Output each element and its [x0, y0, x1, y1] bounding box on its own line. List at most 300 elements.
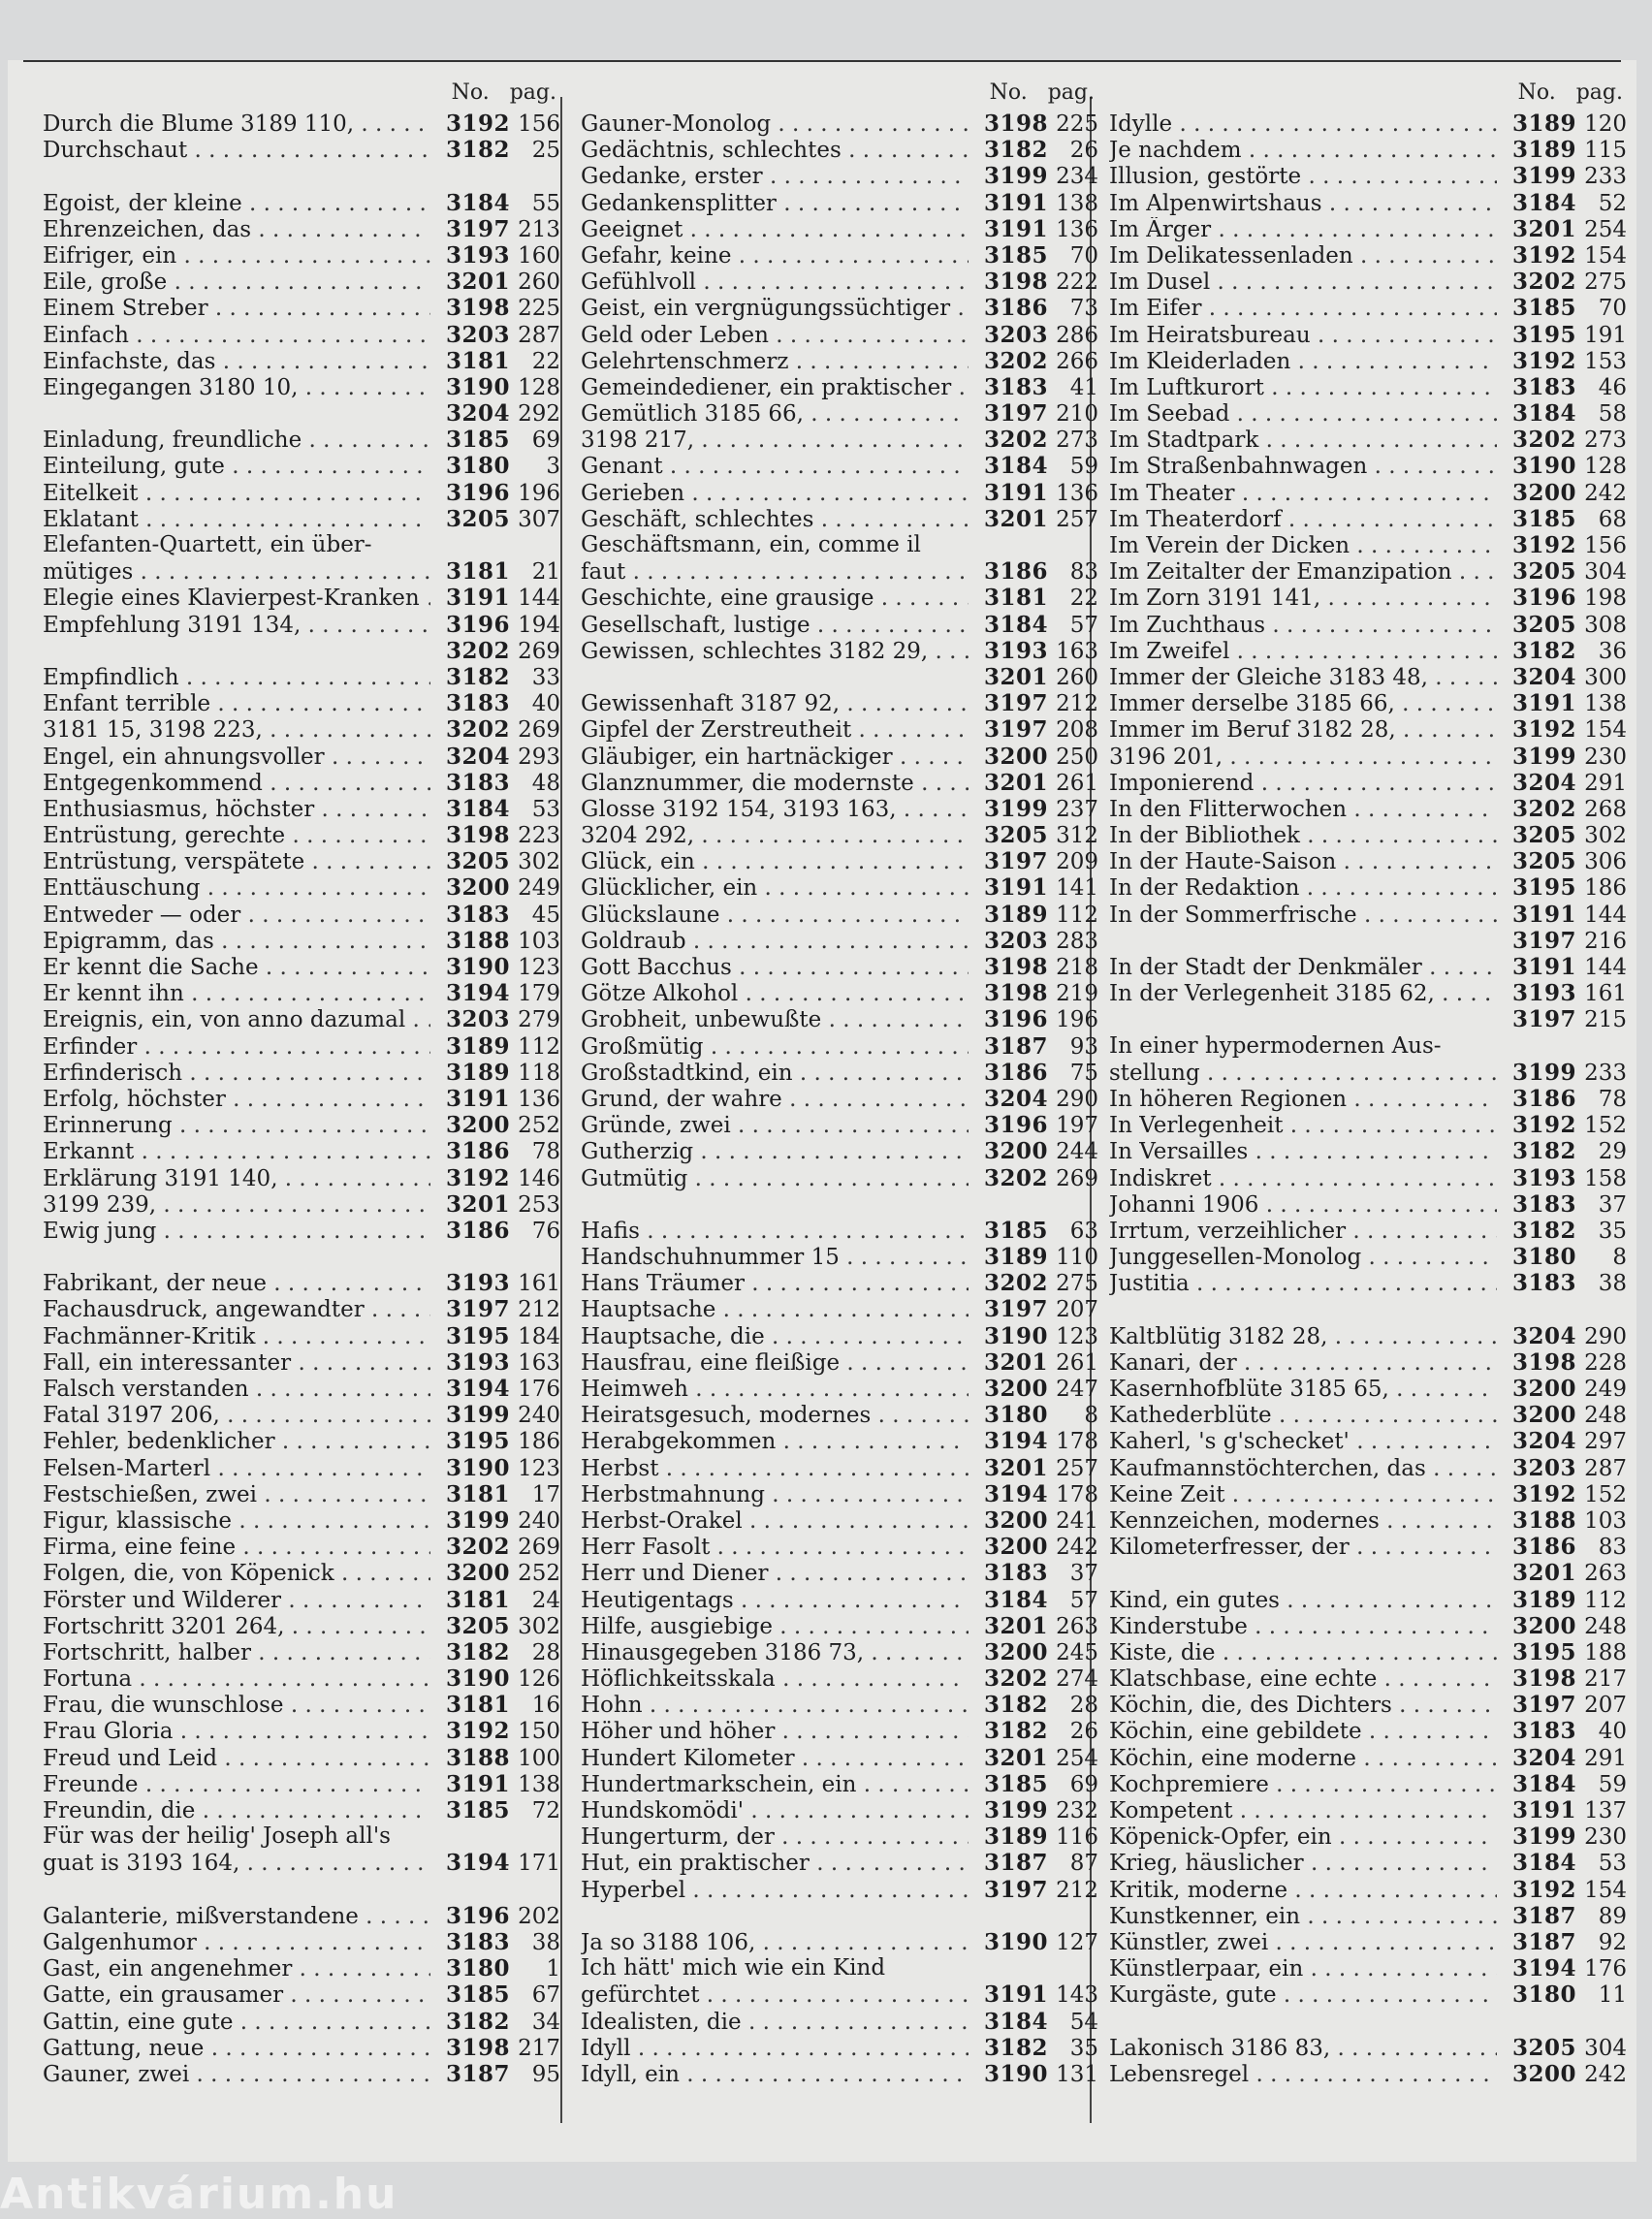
entry-title: Erkannt . . .	[43, 1139, 430, 1164]
entry-number: 3186	[445, 1138, 510, 1165]
index-entry	[43, 2061, 566, 2087]
index-entry	[581, 1349, 1104, 1376]
entry-title: Eklatant . . .	[43, 507, 430, 532]
index-entry	[581, 1823, 1104, 1850]
index-entry	[1109, 1507, 1633, 1534]
entry-page: 217	[518, 2035, 560, 2061]
entry-title: Im Eifer . . .	[1109, 296, 1497, 321]
entry-page: 249	[1584, 1377, 1627, 1402]
index-entry	[581, 2009, 1104, 2035]
entry-title: Herr und Diener . . .	[581, 1561, 969, 1586]
entry-title: Gedankensplitter . . .	[581, 191, 969, 216]
entry-title: 3196 201, . . .	[1109, 745, 1497, 770]
index-entry	[43, 216, 566, 242]
entry-page: 216	[1584, 928, 1627, 954]
entry-page: 144	[1584, 955, 1627, 980]
section-gap	[43, 1877, 566, 1903]
entry-number: 3202	[983, 1164, 1048, 1191]
entry-page: 179	[518, 981, 560, 1007]
index-entry	[581, 348, 1104, 374]
entry-number: 3191	[983, 189, 1048, 216]
entry-number: 3204	[1511, 1322, 1576, 1349]
entry-number: 3201	[1511, 215, 1576, 242]
entry-title: Hausfrau, eine fleißige . . .	[581, 1350, 969, 1376]
entry-title: Gemeindediener, ein praktischer . . .	[581, 375, 969, 400]
entry-number: 3182	[445, 1638, 510, 1665]
entry-title: Kunstkenner, ein . . .	[1109, 1904, 1497, 1929]
entry-title: Firma, eine feine . . .	[43, 1535, 430, 1560]
index-entry	[581, 770, 1104, 796]
index-entry	[581, 1771, 1104, 1797]
entry-number: 3205	[1511, 2034, 1576, 2061]
index-entry	[43, 2009, 566, 2035]
entry-title: Gipfel der Zerstreutheit . . .	[581, 717, 969, 743]
index-entry	[43, 1771, 566, 1797]
index-entry	[581, 1929, 1104, 1955]
entry-page: 302	[518, 1613, 560, 1639]
entry-page: 290	[1056, 1086, 1098, 1112]
entry-number: 3189	[1511, 111, 1576, 137]
entry-page: 103	[518, 928, 560, 954]
index-entry	[1109, 295, 1633, 321]
entry-title: Gerieben . . .	[581, 481, 969, 506]
entry-number: 3200	[983, 743, 1048, 770]
index-entry	[43, 1850, 566, 1876]
index-entry	[43, 1481, 566, 1507]
entry-number: 3200	[445, 1560, 510, 1587]
entry-title: Geeignet . . .	[581, 217, 969, 242]
index-entry	[581, 1060, 1104, 1086]
entry-page: 291	[1584, 1745, 1627, 1771]
index-entry	[1109, 1850, 1633, 1876]
entry-number: 3196	[445, 611, 510, 638]
entry-page: 138	[1584, 691, 1627, 717]
index-entry	[1109, 1402, 1633, 1428]
entry-page: 57	[1069, 1587, 1098, 1613]
index-entry	[43, 1349, 566, 1376]
pag-label: pag.	[1047, 80, 1095, 105]
entry-title: Eifriger, ein . . .	[43, 243, 430, 269]
index-entry	[1109, 453, 1633, 479]
index-entry	[1109, 928, 1633, 954]
index-entry	[1109, 1929, 1633, 1955]
entry-title: Kilometerfresser, der . . .	[1109, 1535, 1497, 1560]
entry-page: 152	[1584, 1113, 1627, 1139]
entry-number: 3191	[445, 585, 510, 612]
entry-title: Eingegangen 3180 10, . . .	[43, 375, 430, 400]
entry-title: Folgen, die, von Köpenick . . .	[43, 1561, 430, 1586]
index-entry	[1109, 874, 1633, 901]
entry-title: Gelehrtenschmerz . . .	[581, 349, 969, 374]
entry-title: mütiges . . .	[43, 559, 430, 585]
entry-title: Erklärung 3191 140, . . .	[43, 1166, 430, 1191]
entry-number: 3183	[445, 901, 510, 928]
index-entry	[1109, 1639, 1633, 1665]
index-entry	[581, 1587, 1104, 1613]
entry-title: stellung . . .	[1109, 1061, 1497, 1086]
entry-number: 3195	[1511, 874, 1576, 902]
index-entry	[1109, 322, 1633, 348]
entry-title: Gutherzig . . .	[581, 1139, 969, 1164]
index-entry	[1109, 1613, 1633, 1639]
entry-page: 273	[1584, 428, 1627, 454]
index-entry	[43, 1033, 566, 1060]
entry-number: 3186	[445, 1217, 510, 1244]
entry-page: 68	[1598, 506, 1627, 532]
entry-number: 3199	[983, 163, 1048, 190]
index-entry	[581, 1981, 1104, 2008]
index-entry	[581, 1376, 1104, 1402]
index-entry	[1109, 1138, 1633, 1164]
entry-title: Einladung, freundliche . . .	[43, 428, 430, 453]
index-entry	[43, 2035, 566, 2061]
index-entry	[581, 980, 1104, 1006]
index-entry	[581, 690, 1104, 716]
entry-page: 196	[1056, 1007, 1098, 1033]
entry-page: 45	[531, 902, 560, 928]
entry-title: Im Zuchthaus . . .	[1109, 613, 1497, 638]
entry-number: 3199	[1511, 1823, 1576, 1851]
entry-number: 3202	[983, 347, 1048, 374]
column-header	[581, 76, 1104, 111]
entry-page: 126	[518, 1666, 560, 1693]
entry-number: 3183	[445, 769, 510, 796]
index-entry	[581, 1270, 1104, 1296]
entry-number: 3198	[445, 822, 510, 849]
entry-page: 269	[518, 1535, 560, 1561]
index-entry	[1109, 1771, 1633, 1797]
entry-page: 222	[1056, 269, 1098, 296]
entry-number: 3195	[1511, 321, 1576, 348]
entry-page: 304	[1584, 559, 1627, 586]
entry-number: 3191	[1511, 954, 1576, 980]
index-entry	[581, 1797, 1104, 1823]
entry-title: Gewissenhaft 3187 92, . . .	[581, 691, 969, 716]
entry-page: 127	[1056, 1929, 1098, 1955]
entry-page: 156	[518, 111, 560, 137]
entry-number: 3189	[983, 1823, 1048, 1851]
index-entry	[1109, 1191, 1633, 1218]
entry-number: 3193	[445, 1270, 510, 1297]
index-entry	[43, 1745, 566, 1771]
entry-page: 123	[1056, 1323, 1098, 1349]
entry-page: 184	[518, 1323, 560, 1349]
entry-number: 3201	[983, 1348, 1048, 1376]
entry-number: 3202	[983, 1270, 1048, 1297]
index-entry	[1109, 1692, 1633, 1718]
entry-title: Herbstmahnung . . .	[581, 1482, 969, 1507]
entry-page: 212	[518, 1297, 560, 1323]
entry-title: Lakonisch 3186 83, . . .	[1109, 2036, 1497, 2061]
entry-page: 83	[1598, 1535, 1627, 1561]
entry-title: Großmütig . . .	[581, 1034, 969, 1060]
entry-number: 3183	[1511, 373, 1576, 400]
entry-page: 283	[1056, 928, 1098, 954]
index-entry	[581, 664, 1104, 690]
entry-number: 3184	[983, 611, 1048, 638]
index-entry	[581, 1006, 1104, 1032]
index-entry	[43, 1138, 566, 1164]
entry-title: Keine Zeit . . .	[1109, 1482, 1497, 1507]
entry-number: 3205	[445, 1612, 510, 1639]
index-entry	[581, 1428, 1104, 1454]
entry-number: 3182	[983, 137, 1048, 164]
index-entry	[581, 796, 1104, 822]
entry-page: 217	[1584, 1666, 1627, 1693]
entry-title: Hundert Kilometer . . .	[581, 1746, 969, 1771]
index-entry	[43, 480, 566, 506]
entry-title: Hundskomödi' . . .	[581, 1798, 969, 1823]
entry-number: 3197	[1511, 1692, 1576, 1719]
entry-number: 3189	[1511, 1586, 1576, 1613]
entry-number: 3200	[445, 874, 510, 902]
index-entry	[1109, 980, 1633, 1006]
index-entry	[43, 848, 566, 874]
entry-number: 3182	[445, 137, 510, 164]
entry-title: Immer der Gleiche 3183 48, . . .	[1109, 665, 1497, 690]
entry-page: 55	[531, 190, 560, 216]
index-entry	[581, 1296, 1104, 1322]
entry-title: Hauptsache . . .	[581, 1297, 969, 1322]
entry-number: 3198	[983, 954, 1048, 980]
index-entry	[1109, 1718, 1633, 1744]
entry-page: 241	[1056, 1507, 1098, 1534]
index-entry	[1109, 480, 1633, 506]
entry-page: 35	[1069, 2035, 1098, 2061]
index-entry	[581, 954, 1104, 980]
entry-number: 3204	[1511, 1744, 1576, 1771]
entry-page: 207	[1584, 1693, 1627, 1719]
entry-page: 28	[1069, 1693, 1098, 1719]
entry-page: 38	[531, 1929, 560, 1955]
entry-number: 3201	[983, 663, 1048, 690]
entry-title: Idealisten, die . . .	[581, 2010, 969, 2035]
entry-title: Hans Träumer . . .	[581, 1271, 969, 1296]
entry-page: 118	[518, 1060, 560, 1086]
entry-title: Enttäuschung . . .	[43, 875, 430, 901]
entry-page: 36	[1598, 638, 1627, 664]
entry-page: 163	[518, 1349, 560, 1376]
entry-page: 225	[1056, 111, 1098, 137]
index-entry	[1109, 269, 1633, 295]
entry-page: 93	[1069, 1033, 1098, 1060]
entry-title: Fachausdruck, angewandter . . .	[43, 1297, 430, 1322]
entry-number: 3190	[1511, 453, 1576, 480]
entry-number: 3188	[1511, 1506, 1576, 1534]
entry-number: 3204	[445, 743, 510, 770]
index-entry	[43, 716, 566, 743]
entry-page: 58	[1598, 401, 1627, 428]
entry-title: In der Bibliothek . . .	[1109, 823, 1497, 848]
entry-title: In Versailles . . .	[1109, 1139, 1497, 1164]
index-entry	[581, 1455, 1104, 1481]
entry-title: Krieg, häuslicher . . .	[1109, 1851, 1497, 1876]
entry-title: In der Redaktion . . .	[1109, 875, 1497, 901]
entry-page: 138	[518, 1771, 560, 1797]
entry-page: 261	[1056, 770, 1098, 796]
entry-number: 3201	[983, 1744, 1048, 1771]
entry-title: Kasernhofblüte 3185 65, . . .	[1109, 1377, 1497, 1402]
entry-page: 263	[1056, 1613, 1098, 1639]
entry-number: 3204	[1511, 663, 1576, 690]
entry-number: 3192	[1511, 347, 1576, 374]
index-entry	[43, 295, 566, 321]
entry-number: 3183	[983, 1560, 1048, 1587]
entry-page: 123	[518, 1455, 560, 1481]
entry-title: Im Ärger . . .	[1109, 217, 1497, 242]
section-gap	[581, 1903, 1104, 1929]
entry-title: Galanterie, mißverstandene . . .	[43, 1904, 430, 1929]
entry-number: 3191	[1511, 690, 1576, 717]
index-entry	[581, 111, 1104, 137]
section-gap	[43, 163, 566, 189]
index-entry	[581, 2035, 1104, 2061]
entry-number: 3200	[1511, 479, 1576, 506]
index-entry	[43, 1455, 566, 1481]
entry-page: 297	[1584, 1429, 1627, 1455]
entry-title: Gefahr, keine . . .	[581, 243, 969, 269]
entry-title: Im Stadtpark . . .	[1109, 428, 1497, 453]
entry-title: Geschäftsmann, ein, comme il	[581, 532, 921, 557]
entry-page: 244	[1056, 1139, 1098, 1165]
entry-number: 3187	[983, 1850, 1048, 1877]
index-entry	[1109, 1560, 1633, 1586]
entry-title: Kurgäste, gute . . .	[1109, 1982, 1497, 2008]
entry-number: 3191	[1511, 901, 1576, 928]
entry-number: 3197	[445, 215, 510, 242]
entry-number: 3186	[983, 558, 1048, 586]
entry-number: 3200	[983, 1506, 1048, 1534]
index-entry	[581, 1033, 1104, 1060]
entry-title: In einer hypermodernen Aus-	[1109, 1032, 1442, 1059]
entry-page: 16	[531, 1693, 560, 1719]
entry-number: 3183	[1511, 1718, 1576, 1745]
index-entry	[43, 1639, 566, 1665]
entry-number: 3190	[445, 373, 510, 400]
entry-page: 153	[1584, 348, 1627, 374]
entry-number: 3205	[445, 848, 510, 875]
entry-page: 279	[518, 1007, 560, 1033]
entry-title: Gläubiger, ein hartnäckiger . . .	[581, 745, 969, 770]
entry-title: Freud und Leid . . .	[43, 1746, 430, 1771]
index-entry	[43, 1587, 566, 1613]
entry-page: 207	[1056, 1297, 1098, 1323]
entry-title: Enthusiasmus, höchster . . .	[43, 797, 430, 822]
entry-page: 257	[1056, 506, 1098, 532]
entry-title: Geist, ein vergnügungssüchtiger . . .	[581, 296, 969, 321]
index-entry	[1109, 1428, 1633, 1454]
entry-number: 3185	[983, 1770, 1048, 1797]
entry-title: Kompetent . . .	[1109, 1798, 1497, 1823]
index-entry	[581, 874, 1104, 901]
entry-title: Kaufmannstöchterchen, das . . .	[1109, 1456, 1497, 1481]
entry-title: Im Kleiderladen . . .	[1109, 349, 1497, 374]
entry-page: 212	[1056, 691, 1098, 717]
entry-number: 3185	[445, 1981, 510, 2009]
index-entry	[43, 585, 566, 611]
index-entry	[1109, 1218, 1633, 1244]
index-entry	[43, 1402, 566, 1428]
entry-number: 3194	[445, 1376, 510, 1402]
index-entry	[43, 1955, 566, 1981]
index-entry	[43, 506, 566, 532]
entry-title: Hut, ein praktischer . . .	[581, 1851, 969, 1876]
entry-page: 59	[1598, 1771, 1627, 1797]
index-entry	[43, 1060, 566, 1086]
pag-label: pag.	[509, 80, 556, 105]
entry-title: Frau, die wunschlose . . .	[43, 1693, 430, 1718]
entry-number: 3205	[1511, 611, 1576, 638]
entry-title: Durch die Blume 3189 110, . . .	[43, 111, 430, 137]
entry-title: Epigramm, das . . .	[43, 929, 430, 954]
index-entry	[43, 1296, 566, 1322]
entry-title: Fortschritt, halber . . .	[43, 1640, 430, 1665]
index-entry	[581, 506, 1104, 532]
entry-page: 37	[1598, 1191, 1627, 1218]
entry-title: Götze Alkohol . . .	[581, 981, 969, 1006]
entry-number: 3193	[1511, 1164, 1576, 1191]
entry-page: 300	[1584, 664, 1627, 690]
entry-title: gefürchtet . . .	[581, 1982, 969, 2008]
entry-number: 3203	[445, 321, 510, 348]
index-entry	[1109, 1797, 1633, 1823]
entry-page: 41	[1069, 374, 1098, 400]
entry-page: 95	[531, 2061, 560, 2087]
entry-page: 112	[1584, 1587, 1627, 1613]
column-header	[43, 76, 566, 111]
entry-title: 3204 292, . . .	[581, 823, 969, 848]
index-entry	[581, 427, 1104, 453]
entry-number: 3192	[1511, 1480, 1576, 1507]
entry-number: 3190	[983, 1928, 1048, 1955]
entry-title: Gewissen, schlechtes 3182 29, . . .	[581, 639, 969, 664]
entry-title: In Verlegenheit . . .	[1109, 1113, 1497, 1138]
entry-title: Gatte, ein grausamer . . .	[43, 1982, 430, 2008]
index-entry	[43, 1692, 566, 1718]
index-entry	[1109, 374, 1633, 400]
entry-title: Geld oder Leben . . .	[581, 323, 969, 348]
index-entry	[1109, 1955, 1633, 1981]
entry-page: 3	[546, 454, 560, 480]
index-entry	[1109, 1665, 1633, 1692]
entry-page: 171	[518, 1851, 560, 1877]
entry-page: 63	[1069, 1218, 1098, 1244]
index-entry	[581, 1165, 1104, 1191]
entry-number: 3183	[1511, 1190, 1576, 1218]
index-column-3	[1109, 76, 1633, 2087]
entry-title: Eitelkeit . . .	[43, 481, 430, 506]
entry-title: Im Straßenbahnwagen . . .	[1109, 454, 1497, 479]
entry-page: 202	[518, 1903, 560, 1929]
entry-number: 3185	[445, 427, 510, 454]
entry-title: Heutigentags . . .	[581, 1588, 969, 1613]
index-entry	[1109, 400, 1633, 427]
entry-page: 33	[531, 664, 560, 690]
entry-page: 21	[531, 559, 560, 586]
index-entry	[1109, 638, 1633, 664]
index-entry	[43, 822, 566, 848]
entry-page: 306	[1584, 849, 1627, 875]
entry-title: Köchin, eine moderne . . .	[1109, 1746, 1497, 1771]
entry-number: 3192	[445, 1718, 510, 1745]
entry-page: 70	[1069, 242, 1098, 269]
entry-page: 128	[1584, 454, 1627, 480]
entry-page: 150	[518, 1719, 560, 1745]
entry-number: 3199	[983, 795, 1048, 822]
entry-page: 234	[1056, 164, 1098, 190]
entry-number: 3200	[983, 1138, 1048, 1165]
index-entry	[581, 612, 1104, 638]
